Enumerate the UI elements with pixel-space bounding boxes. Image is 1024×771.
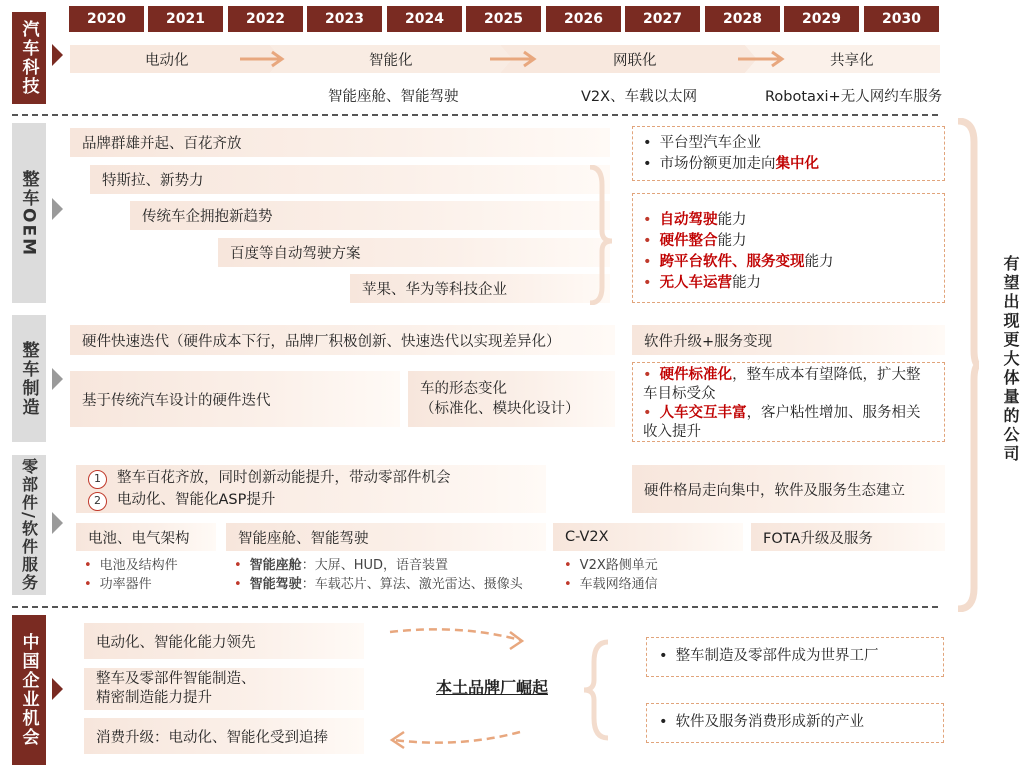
year-2021: 2021: [148, 6, 223, 32]
mfg-form-change: [408, 371, 615, 427]
cat1-item-2: 功率器件: [99, 577, 152, 592]
section-label-oem: 整车OEM: [12, 123, 46, 303]
oem-box1-line1: 平台型汽车企业: [659, 135, 762, 151]
cat3-list: [564, 556, 658, 594]
mfg-b2-red: 人车交互丰富: [659, 405, 747, 421]
num-1-icon: 1: [88, 470, 107, 489]
year-2027: 2027: [625, 6, 700, 32]
oem-stair-1: 品牌群雄并起、百花齐放: [70, 128, 610, 157]
parts-cat-cockpit: 智能座舱、智能驾驶: [226, 523, 546, 551]
phase-connectivity: 网联化: [613, 53, 657, 69]
oem-box1-line2: 市场份额更加走向: [659, 156, 776, 172]
cat3-item-2: 车载网络通信: [579, 577, 658, 592]
parts-cat-cv2x: C-V2X: [553, 523, 743, 551]
mfg-b1-red: 硬件标准化: [659, 367, 733, 383]
conclusion-text: 有望出现更大体量的公司: [1001, 255, 1020, 464]
phase-detail-sharing: Robotaxi+无人网约车服务: [765, 89, 943, 105]
section-arrow-icon: [52, 198, 63, 220]
section-label-manufacturing: 整车制造: [12, 315, 46, 442]
cap-2-black: 能力: [717, 233, 747, 249]
cat2-item-1-rest: ：大屏、HUD，语音装置: [301, 558, 448, 573]
mfg-b2-black: ，客户粘性增加、服务相关收入提升: [643, 405, 921, 440]
oem-stair-4: 百度等自动驾驶方案: [218, 238, 610, 267]
cap-3-red: 跨平台软件、服务变现: [659, 254, 805, 270]
cap-2-red: 硬件整合: [659, 233, 718, 249]
cap-4-black: 能力: [732, 275, 762, 291]
oem-brace: [588, 165, 618, 305]
mfg-form-change-line2: （标准化、模块化设计）: [420, 401, 580, 417]
cap-1-red: 自动驾驶: [659, 212, 718, 228]
phase-arrows: [70, 43, 940, 79]
china-right-1: [646, 637, 944, 677]
year-2030: 2030: [864, 6, 939, 32]
section-arrow-icon: [52, 512, 63, 534]
cat1-item-1: 电池及结构件: [99, 558, 178, 573]
china-bar-1: 电动化、智能化能力领先: [84, 623, 364, 659]
cap-1-black: 能力: [717, 212, 747, 228]
mfg-form-change-line1: 车的形态变化: [420, 381, 507, 397]
year-2022: 2022: [228, 6, 303, 32]
section-label-tech: 汽车科技: [12, 12, 46, 104]
china-right-2: [646, 703, 944, 743]
conclusion-brace: [955, 118, 981, 612]
china-right-2-text: 软件及服务消费形成新的产业: [675, 714, 865, 730]
china-right-1-text: 整车制造及零部件成为世界工厂: [675, 648, 879, 664]
phase-detail-connectivity: V2X、车载以太网: [581, 89, 698, 105]
cap-4-red: 无人车运营: [659, 275, 733, 291]
cat3-item-1: V2X路侧单元: [579, 558, 658, 573]
china-bar-2: [84, 668, 364, 710]
china-center-text: 本土品牌厂崛起: [436, 678, 549, 697]
cap-3-black: 能力: [804, 254, 834, 270]
china-bar-3: 消费升级：电动化、智能化受到追捧: [84, 718, 364, 754]
cat2-list: [234, 556, 523, 594]
year-2024: 2024: [387, 6, 462, 32]
section-label-china: 中国企业机会: [12, 615, 46, 765]
section-arrow-icon: [52, 678, 63, 700]
mfg-software-upgrade: 软件升级+服务变现: [632, 325, 945, 355]
phase-sharing: 共享化: [830, 53, 874, 69]
mfg-b1-black: ，整车成本有望降低，扩大整车目标受众: [643, 367, 921, 402]
year-2026: 2026: [546, 6, 621, 32]
oem-box1-red: 集中化: [775, 156, 820, 172]
parts-cat-fota: FOTA升级及服务: [751, 523, 945, 551]
oem-stair-2: 特斯拉、新势力: [90, 165, 610, 194]
section-label-parts: 零部件/软件服务: [12, 455, 46, 595]
year-2020: 2020: [69, 6, 144, 32]
cat2-item-1-bold: 智能座舱: [249, 558, 302, 573]
parts-item-1: 整车百花齐放，同时创新动能提升，带动零部件机会: [117, 470, 451, 486]
oem-box-capabilities: [632, 193, 945, 303]
phase-intelligence: 智能化: [369, 53, 413, 69]
china-bar-2-line2: 精密制造能力提升: [96, 690, 212, 706]
cat2-item-2-bold: 智能驾驶: [249, 577, 302, 592]
year-2025: 2025: [466, 6, 541, 32]
oem-stair-5: 苹果、华为等科技企业: [350, 274, 610, 303]
parts-item-2: 电动化、智能化ASP提升: [117, 492, 276, 508]
section-arrow-icon: [52, 368, 63, 390]
mfg-right-box: [632, 362, 945, 442]
parts-right: 硬件格局走向集中，软件及服务生态建立: [632, 465, 945, 513]
year-2028: 2028: [705, 6, 780, 32]
divider-top: [12, 114, 938, 116]
mfg-hardware-iteration: 硬件快速迭代（硬件成本下行，品牌厂积极创新、快速迭代以实现差异化）: [70, 325, 615, 355]
section-arrow-icon: [52, 44, 63, 66]
oem-box-platform: [632, 126, 945, 181]
oem-stair-3: 传统车企拥抱新趋势: [130, 201, 610, 230]
china-bar-2-line1: 整车及零部件智能制造、: [96, 671, 256, 687]
divider-bottom: [12, 606, 938, 608]
mfg-traditional-iteration: 基于传统汽车设计的硬件迭代: [70, 371, 400, 427]
parts-drivers: [76, 465, 546, 513]
num-2-icon: 2: [88, 492, 107, 511]
cat1-list: [84, 556, 178, 594]
year-2023: 2023: [307, 6, 382, 32]
parts-cat-battery: 电池、电气架构: [76, 523, 216, 551]
phase-detail-intelligence: 智能座舱、智能驾驶: [328, 89, 459, 105]
year-2029: 2029: [784, 6, 859, 32]
phase-electrification: 电动化: [145, 53, 189, 69]
cat2-item-2-rest: ：车载芯片、算法、激光雷达、摄像头: [301, 577, 523, 592]
